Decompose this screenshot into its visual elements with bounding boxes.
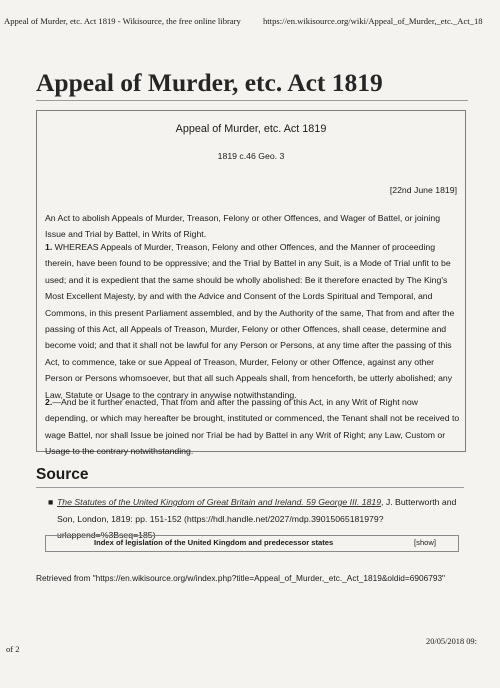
- print-header-page-title: Appeal of Murder, etc. Act 1819 - Wikisource, the free online library: [4, 16, 241, 26]
- navbox-show-toggle[interactable]: [show]: [414, 538, 436, 547]
- section-1-text: WHEREAS Appeals of Murder, Treason, Felony and other Offences, and the Manner of proceeding therein, have been found to be oppressive; and the Trial by Battel in any Suit, is a Mode of Trial unfit to be used; and it is expedient that the same should be wholly abolished: Be it therefore enacted by The King's Most Excellent Majesty, by and with the Advice and Consent of the Lords Spiritual and Temporal, and Commons, in this present Parliament assembled, and by the Authority of the same, That from and after the passing of this Act, all Appeals of Treason, Murder, Felony or other Offences, shall cease, determine and become void; and that it shall not be lawful for any Person or Persons, at any time after the passing of this Act, to commence, take or sue Appeal of Treason, Murder, Felony or other Offence, against any other Person or Persons whomsoever, but that all such Appeals shall, from henceforth, be utterly abolished; any Law, Statute or Usage to the contrary in anywise notwithstanding.: [45, 242, 455, 400]
- section-2-text: —And be it further enacted, That from and after the passing of this Act, in any Writ of Right now depending, or which may hereafter be brought, instituted or commenced, the Tenant shall not be received to wage Battel, nor shall Issue be joined nor Trial be had by Battel in any Writ of Right; any Law, Custom or Usage to the contrary notwithstanding.: [45, 397, 460, 457]
- source-divider: [36, 487, 464, 488]
- section-1-number: 1.: [45, 242, 53, 252]
- section-2: [45, 394, 460, 460]
- print-footer-timestamp: 20/05/2018 09:: [426, 637, 477, 646]
- statute-text-box: [36, 110, 466, 457]
- statute-citation: 1819 c.46 Geo. 3: [217, 151, 285, 161]
- section-2-number: 2.: [45, 397, 53, 407]
- navbox-title: Index of legislation of the United Kingdom and predecessor states: [94, 538, 334, 547]
- statute-long-title: An Act to abolish Appeals of Murder, Treason, Felony or other Offences, and Wager of Battel, or joining Issue and Trial by Battel, in Writs of Right.: [45, 213, 441, 240]
- source-heading: Source: [36, 466, 89, 483]
- source-link[interactable]: [57, 497, 381, 507]
- source-link-title: The Statutes of the United Kingdom of Great Britain and Ireland. 59 George III. 1819: [57, 497, 382, 507]
- print-footer-page-count: of 2: [6, 644, 20, 654]
- print-header-url: https://en.wikisource.org/wiki/Appeal_of_Murder,_etc._Act_18: [263, 16, 483, 26]
- page-title: Appeal of Murder, etc. Act 1819: [36, 68, 383, 97]
- statute-date: [22nd June 1819]: [389, 185, 457, 195]
- title-divider: [36, 100, 468, 101]
- section-1: [45, 239, 460, 403]
- bullet-icon: ■: [48, 497, 54, 507]
- source-citation-rest: , J. Butterworth and Son, London, 1819: pp. 151-152 (https://hdl.handle.net/2027/mdp.39015065181979?urlappend=%3Bseq=185): [57, 497, 457, 541]
- retrieved-from: Retrieved from "https://en.wikisource.org/w/index.php?title=Appeal_of_Murder,_etc._Act_1819&oldid=6906793": [36, 573, 446, 583]
- legislation-navbox: [45, 535, 459, 552]
- statute-title: Appeal of Murder, etc. Act 1819: [175, 123, 327, 135]
